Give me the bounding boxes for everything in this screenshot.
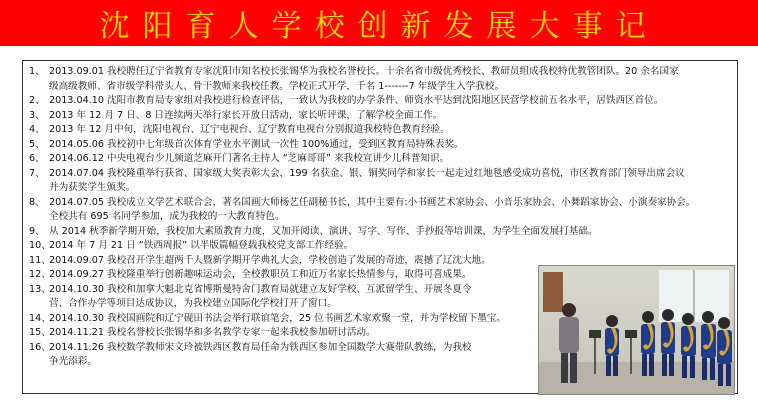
students-band-photo [538, 265, 735, 395]
milestone-item [23, 109, 737, 124]
milestone-text: 2014.10.30 我校国画院和辽宁砚田书法会举行联谊笔会，25 位书画艺术家欢聚一堂，并为学校留下墨宝。 [49, 312, 506, 324]
milestone-number: 5、 [29, 138, 45, 150]
milestone-item [23, 196, 737, 225]
milestone-number: 8、 [29, 196, 45, 208]
milestone-number: 12、 [29, 269, 51, 280]
milestone-number: 10、 [29, 240, 51, 251]
page-title: 沈阳育人学校创新发展大事记 [99, 9, 659, 44]
milestone-text: 全校共有 695 名同学参加，成为我校的一大教育特色。 [49, 211, 285, 222]
milestone-item [23, 123, 737, 138]
milestone-number: 1、 [29, 66, 45, 77]
classroom-photo-image [539, 266, 734, 394]
milestone-text: 2013.04.10 沈阳市教育局专家组对我校进行检查评估，一致认为我校的办学条件、师资水平达到沈阳地区民营学校前五名水平，居铁西区首位。 [49, 95, 664, 106]
milestone-text: 级高级教师、省市级学科带头人、骨干教师来我校任教。学校正式开学，千名 1-------7 年级学生入学我校。 [49, 80, 505, 92]
milestone-text: 2014.09.27 我校隆重举行创新趣味运动会，全校教职员工和近万名家长热情参与，取得可喜成果。 [49, 269, 472, 280]
milestone-text: 2014.06.12 中央电视台少儿频道芝麻开门著名主持人 “芝麻哥哥” 来我校宣讲少儿科普知识。 [49, 153, 450, 164]
milestone-number: 4、 [29, 124, 45, 135]
milestone-text: 2013 年 12 月 7 日、8 日连续两天举行家长开放日活动，家长听评课，了解学校全面工作。 [49, 109, 443, 121]
milestone-text: 2014.11.21 我校名誉校长张锡华和多名教学专家一起来我校参加研讨活动。 [49, 327, 376, 338]
milestone-item [23, 94, 737, 109]
title-banner [0, 0, 758, 46]
milestone-text: 并为获奖学生颁奖。 [49, 182, 136, 193]
milestone-number: 16、 [29, 341, 51, 353]
milestone-item [23, 152, 737, 167]
milestone-number: 15、 [29, 327, 51, 338]
milestone-number: 13、 [29, 283, 51, 295]
milestone-number: 7、 [29, 167, 45, 179]
milestone-item [23, 239, 737, 254]
milestone-text: 2014.11.26 我校数学教师宋文玲被铁西区教育局任命为铁西区参加全国数学大赛带队教练，为我校 [49, 341, 472, 353]
milestone-item [23, 225, 737, 240]
milestone-number: 2、 [29, 95, 45, 106]
milestone-number: 11、 [29, 254, 51, 266]
milestone-text: 2014.09.07 我校召开学生超两千人暨新学期开学典礼大会，学校创造了发展的奇迹，震撼了辽沈大地。 [49, 254, 491, 266]
milestone-text: 营、合作办学等项目达成协议，为我校建立国际化学校打开了窗口。 [49, 298, 337, 309]
milestone-text: 2014.07.05 我校成立文学艺术联合会，著名国画大师杨艺任副秘书长，其中主要有:小书画艺术家协会、小音乐家协会、小舞蹈家协会、小演奏家协会。 [49, 196, 696, 208]
milestone-text: 从 2014 秋季新学期开始，我校加大素质教育力度，又加开阅读、演讲、写字、写作、手抄报等培训课，为学生全面发展打基础。 [49, 225, 598, 237]
milestone-text: 2014.10.30 我校和加拿大魁北克省博斯曼特舍门教育局就建立友好学校、互派留学生、开展冬夏令 [49, 283, 472, 295]
milestone-number: 14、 [29, 312, 51, 324]
milestone-item [23, 167, 737, 196]
milestone-text: 2014 年 7 月 21 日 “铁西周报” 以半版篇幅登载我校党支部工作经验。 [49, 240, 354, 251]
milestone-item [23, 138, 737, 153]
milestone-text: 2013 年 12 月中旬，沈阳电视台、辽宁电视台、辽宁教育电视台分别报道我校特色教育经验。 [49, 124, 450, 135]
milestone-text: 2013.09.01 我校聘任辽宁省教育专家沈阳市知名校长张锡华为我校名誉校长。十余名省市级优秀校长、教研员组成我校特优教管团队。20 余名国家 [49, 66, 679, 77]
milestone-number: 3、 [29, 109, 45, 121]
milestone-text: 争光添彩。 [49, 356, 97, 367]
milestone-number: 6、 [29, 153, 45, 164]
milestone-text: 2014.05.06 我校初中七年级首次体育学业水平测试一次性 100%通过，受到区教育局特殊表奖。 [49, 138, 464, 150]
milestone-item [23, 65, 737, 94]
milestone-number: 9、 [29, 225, 45, 237]
milestone-text: 2014.07.04 我校隆重举行获省、国家级大奖表彰大会，199 名获金、银、铜奖同学和家长一起走过红地毯感受成功喜悦，市区教育部门领导出席会议 [49, 167, 685, 179]
